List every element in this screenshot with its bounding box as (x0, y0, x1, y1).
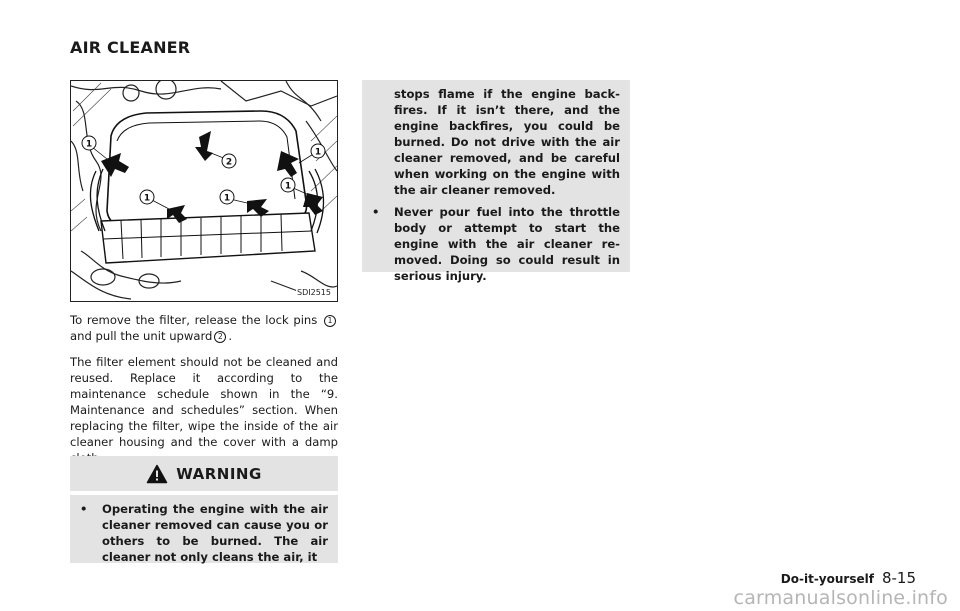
callout-lock-pin-2: 1 (314, 147, 322, 158)
bullet-mark: • (80, 502, 88, 516)
figure-code: SDI2515 (297, 288, 331, 297)
page-number: 8-15 (881, 569, 916, 587)
circled-number-1: 1 (324, 315, 336, 327)
page-footer (781, 569, 916, 587)
instructions-column (70, 312, 338, 476)
warning-label: WARNING (176, 464, 262, 483)
warning-box-right (362, 80, 630, 283)
warning-item-1-text-part1: Operating the engine with the air cleaner removed can cause you or others to be burned. The air cleaner not only cleans the air, it (102, 502, 328, 564)
callout-lock-pin-5: 1 (284, 181, 292, 192)
removal-text-end: . (228, 329, 233, 343)
callout-unit-2: 2 (225, 157, 233, 168)
callout-lock-pin-1: 1 (85, 139, 93, 150)
removal-text-start: To remove the filter, release the lock pins (70, 313, 318, 327)
warning-item-1 (80, 501, 328, 565)
warning-header (70, 456, 338, 491)
warning-triangle-icon (146, 464, 168, 484)
circled-number-2: 2 (214, 331, 226, 343)
callout-lock-pin-3: 1 (143, 193, 151, 204)
warning-box-left (70, 495, 338, 563)
filter-element-paragraph: The filter element should not be cleaned and reused. Replace it according to the maintenance schedule shown in the “9. Maintenance and schedules” section. When replacing the filter, wipe the inside of the air cleaner housing and the cover with a damp (70, 355, 338, 449)
engine-bay-drawing (71, 81, 337, 301)
warning-item-2-text: Never pour fuel into the throttle body or attempt to start the engine with the air cleaner re-moved. Doing so could result in serious injury. (394, 205, 620, 283)
callout-lock-pin-4: 1 (223, 193, 231, 204)
section-title: AIR CLEANER (70, 38, 191, 57)
air-cleaner-illustration (70, 80, 338, 302)
warning-item-2 (372, 204, 620, 284)
removal-paragraph (70, 312, 338, 344)
bullet-mark: • (372, 205, 380, 219)
warning-item-1-text-part2: stops flame if the engine back-fires. If it isn’t there, and the engine backfires, you could be burned. Do not drive with the air cleaner removed, and be careful when working on the engine with the air cleaner removed. (394, 87, 620, 197)
removal-text-middle: and pull the unit upward (70, 329, 213, 343)
chapter-name: Do-it-yourself (780, 572, 874, 586)
watermark: carmanualsonline.info (733, 587, 948, 609)
